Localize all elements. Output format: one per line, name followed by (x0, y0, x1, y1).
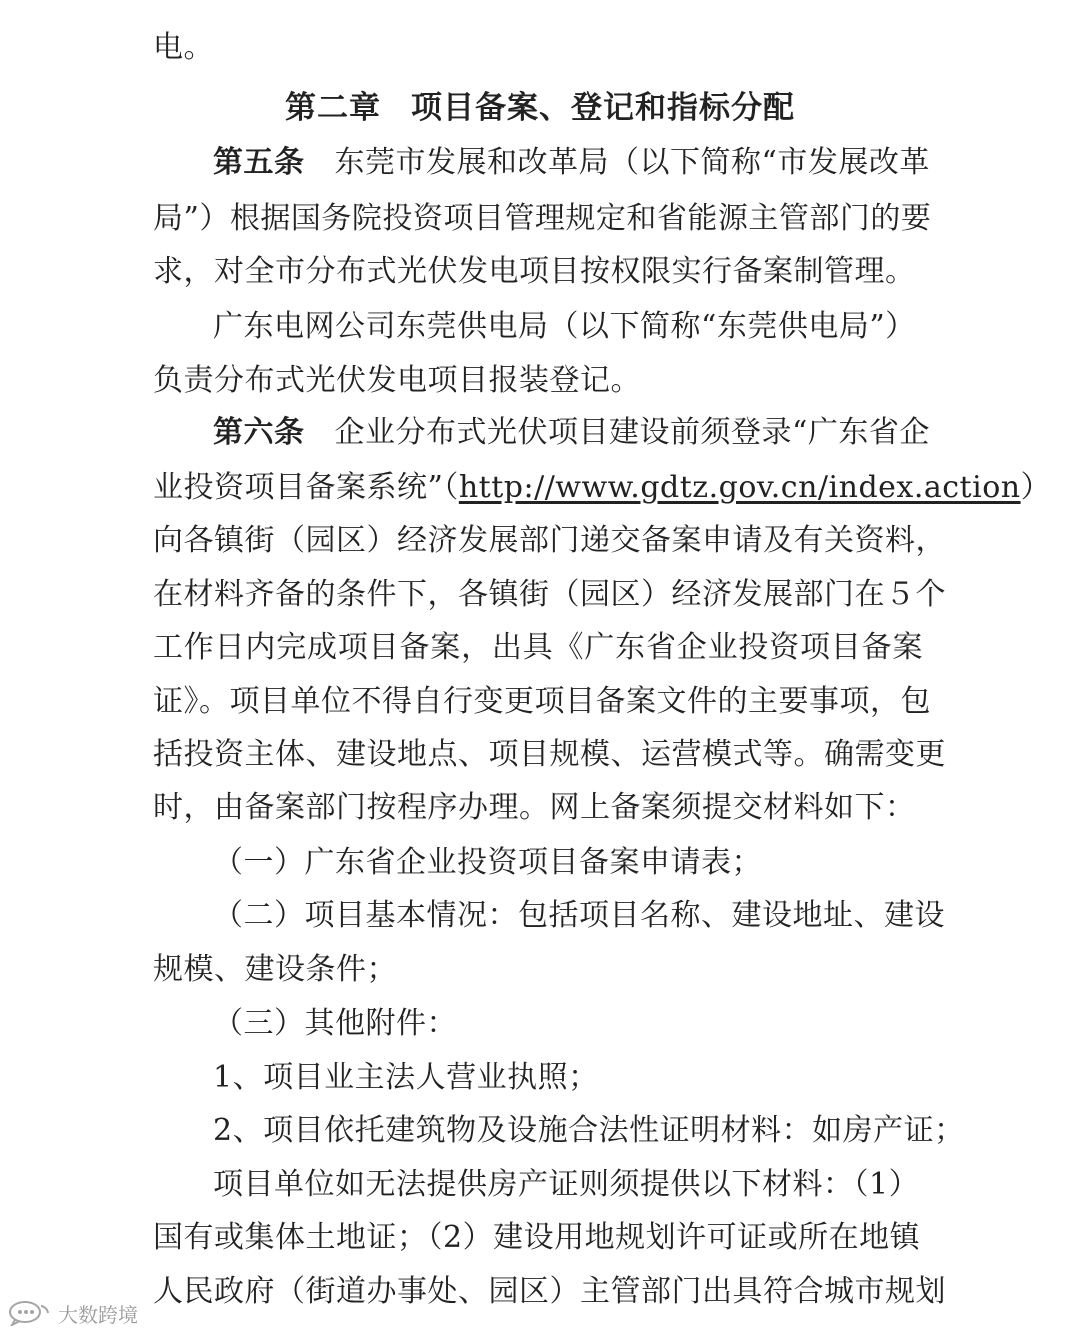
article-6-line-5: 工作日内完成项目备案，出具《广东省企业投资项目备案 (153, 630, 923, 665)
article-6-line-4: 在材料齐备的条件下，各镇街（园区）经济发展部门在５个 (153, 577, 946, 612)
article-6-line-3: 向各镇街（园区）经济发展部门递交备案申请及有关资料， (153, 523, 946, 558)
list-item-1-text: （一）广东省企业投资项目备案申请表； (213, 845, 762, 880)
chat-bubble-logo-icon (8, 1300, 52, 1326)
paragraph-grid-line-1 (153, 307, 923, 347)
watermark-text: 大数跨境 (58, 1302, 138, 1327)
paragraph-grid-line-2: 负责分布式光伏发电项目报装登记。 (153, 363, 641, 398)
article-6-line-7: 括投资主体、建设地点、项目规模、运营模式等。确需变更 (153, 737, 946, 772)
list-item-3 (153, 1004, 923, 1044)
article-6-line-8: 时，由备案部门按程序办理。网上备案须提交材料如下： (153, 790, 916, 825)
sub-item-2 (153, 1111, 965, 1151)
sub-item-1-text: 1、项目业主法人营业执照； (213, 1060, 599, 1095)
article-6-line-2-suffix: ） (1020, 470, 1052, 505)
article-6-line-2-prefix: 业投资项目备案系统”（ (153, 470, 459, 505)
article-5-text: 东莞市发展和改革局（以下简称“市发展改革 (334, 145, 930, 180)
tail-line-1-text: 项目单位如无法提供房产证则须提供以下材料：（1） (213, 1167, 920, 1202)
article-5-line-3: 求，对全市分布式光伏发电项目按权限实行备案制管理。 (153, 254, 916, 289)
list-item-3-text: （三）其他附件： (213, 1006, 457, 1041)
article-5-line-2: 局”）根据国务院投资项目管理规定和省能源主管部门的要 (153, 201, 932, 236)
article-5-line-1 (153, 143, 930, 183)
list-item-2-line-1 (153, 896, 945, 936)
tail-line-3: 人民政府（街道办事处、园区）主管部门出具符合城市规划 (153, 1274, 946, 1309)
chapter-title: 项目备案、登记和指标分配 (411, 90, 795, 126)
tail-line-2: 国有或集体土地证；（2）建设用地规划许可证或所在地镇 (153, 1220, 921, 1255)
tail-line-1 (153, 1165, 923, 1205)
article-6-line-6: 证》。项目单位不得自行变更项目备案文件的主要事项，包 (153, 684, 931, 719)
article-6-label: 第六条 (213, 415, 305, 450)
article-6-line-2 (153, 468, 1052, 508)
list-item-2-text: （二）项目基本情况：包括项目名称、建设地址、建设 (213, 898, 945, 933)
article-6-text: 企业分布式光伏项目建设前须登录“广东省企 (334, 415, 930, 450)
sub-item-2-text: 2、项目依托建筑物及设施合法性证明材料：如房产证； (213, 1113, 965, 1148)
watermark (8, 1298, 138, 1328)
article-5-label: 第五条 (213, 145, 305, 180)
chapter-label: 第二章 (285, 90, 381, 126)
sub-item-1 (153, 1058, 923, 1098)
list-item-1 (153, 843, 923, 883)
system-url-link[interactable]: http://www.gdtz.gov.cn/index.action (458, 470, 1021, 505)
text-line: 电。 (153, 30, 214, 65)
article-6-line-1 (153, 413, 930, 453)
paragraph-grid-text: 广东电网公司东莞供电局（以下简称“东莞供电局”） (213, 309, 916, 344)
chapter-heading (0, 88, 1080, 128)
list-item-2-line-2: 规模、建设条件； (153, 952, 397, 987)
